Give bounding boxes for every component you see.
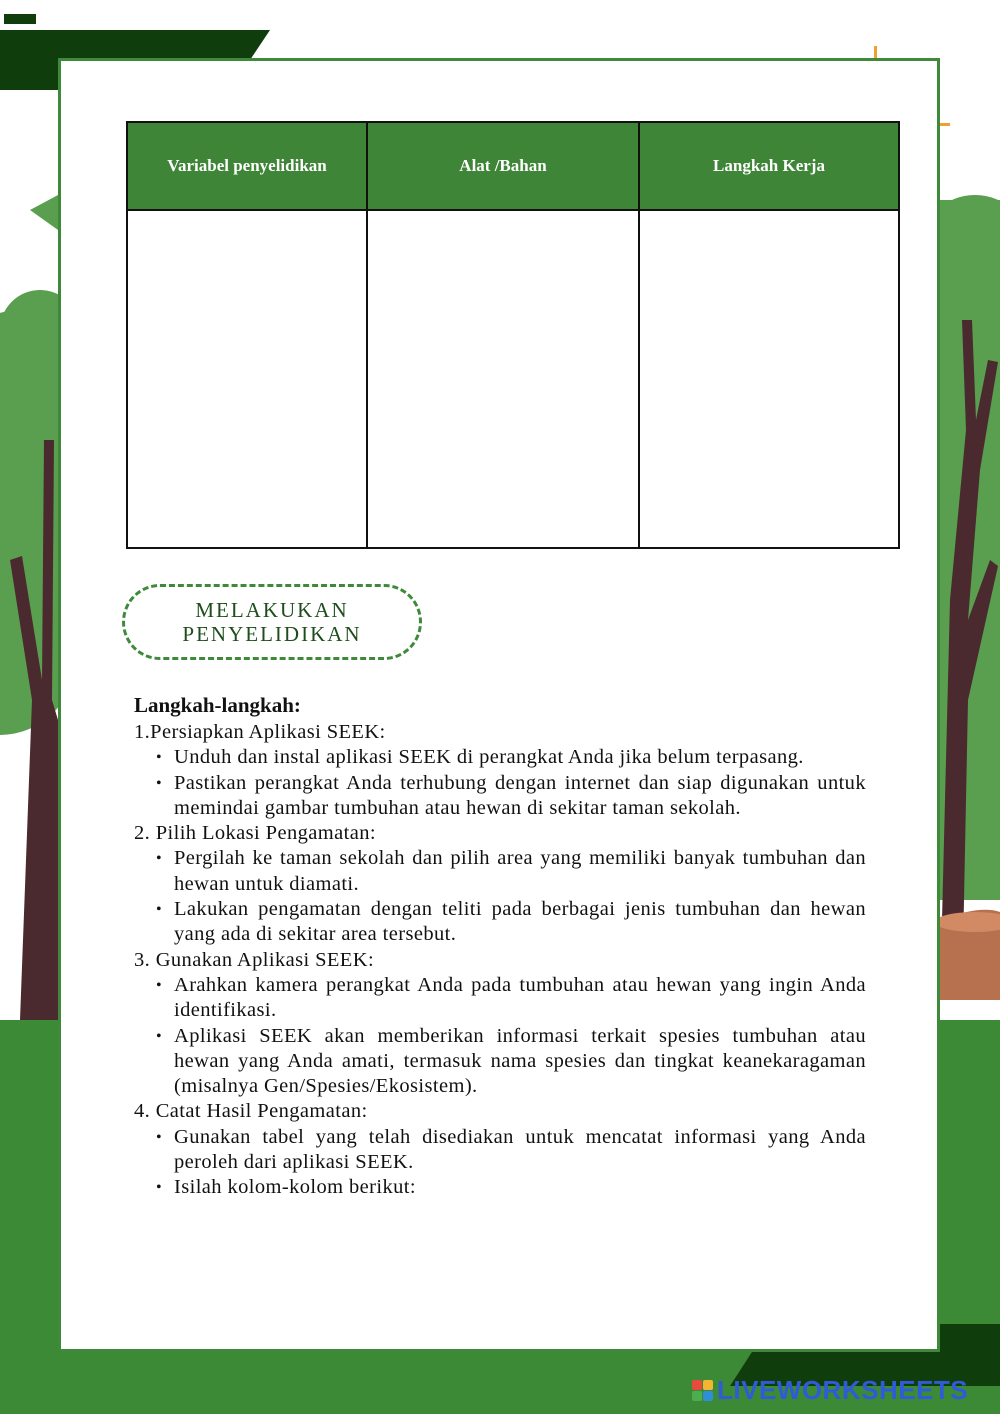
step-1 xyxy=(134,720,866,821)
cell-variable[interactable] xyxy=(127,210,367,548)
list-item: • Lakukan pengamatan dengan teliti pada berbagai jenis tumbuhan dan hewan yang ada di sekitar area tersebut. xyxy=(174,897,866,948)
step-2 xyxy=(134,821,866,947)
logo-mark-icon xyxy=(692,1380,713,1401)
list-item: • Gunakan tabel yang telah disediakan untuk mencatat informasi yang Anda peroleh dari aplikasi SEEK. xyxy=(174,1125,866,1176)
instructions-heading: Langkah-langkah: xyxy=(134,693,301,717)
header-tools: Alat /Bahan xyxy=(367,122,639,210)
step-3 xyxy=(134,948,866,1100)
step-bullets xyxy=(134,1125,866,1201)
logo-text: LIVEWORKSHEETS xyxy=(717,1374,969,1405)
header-variable: Variabel penyelidikan xyxy=(127,122,367,210)
list-item: • Unduh dan instal aplikasi SEEK di perangkat Anda jika belum terpasang. xyxy=(174,745,866,770)
investigation-table xyxy=(126,121,900,549)
table-row xyxy=(127,210,899,548)
list-item: • Arahkan kamera perangkat Anda pada tumbuhan atau hewan yang ingin Anda identifikasi. xyxy=(174,973,866,1024)
list-item: • Pastikan perangkat Anda terhubung dengan internet dan siap digunakan untuk memindai gambar tumbuhan atau hewan di sekitar taman sekolah. xyxy=(174,771,866,822)
instructions xyxy=(134,690,866,1201)
section-title-line1: MELAKUKAN xyxy=(195,598,349,622)
cell-steps[interactable] xyxy=(639,210,899,548)
list-item: • Isilah kolom-kolom berikut: xyxy=(174,1175,866,1200)
list-item: • Aplikasi SEEK akan memberikan informasi terkait spesies tumbuhan atau hewan yang Anda amati, termasuk nama spesies dan tingkat keanekaragaman (misalnya Gen/Spesies/Ekosistem). xyxy=(174,1024,866,1100)
step-title: 3. Gunakan Aplikasi SEEK: xyxy=(134,948,375,971)
cell-tools[interactable] xyxy=(367,210,639,548)
step-title: 1.Persiapkan Aplikasi SEEK: xyxy=(134,721,386,743)
header-steps: Langkah Kerja xyxy=(639,122,899,210)
section-title-badge xyxy=(122,584,422,660)
tree-stump xyxy=(935,910,1000,1000)
section-title-line2: PENYELIDIKAN xyxy=(182,622,362,646)
step-title: 4. Catat Hasil Pengamatan: xyxy=(134,1100,368,1123)
step-title: 2. Pilih Lokasi Pengamatan: xyxy=(134,822,376,845)
step-bullets xyxy=(134,745,866,821)
table-header-row xyxy=(127,122,899,210)
liveworksheets-logo[interactable] xyxy=(692,1376,968,1404)
step-4 xyxy=(134,1099,866,1200)
step-bullets xyxy=(134,973,866,1099)
step-bullets xyxy=(134,846,866,947)
list-item: • Pergilah ke taman sekolah dan pilih area yang memiliki banyak tumbuhan dan hewan untuk diamati. xyxy=(174,846,866,897)
